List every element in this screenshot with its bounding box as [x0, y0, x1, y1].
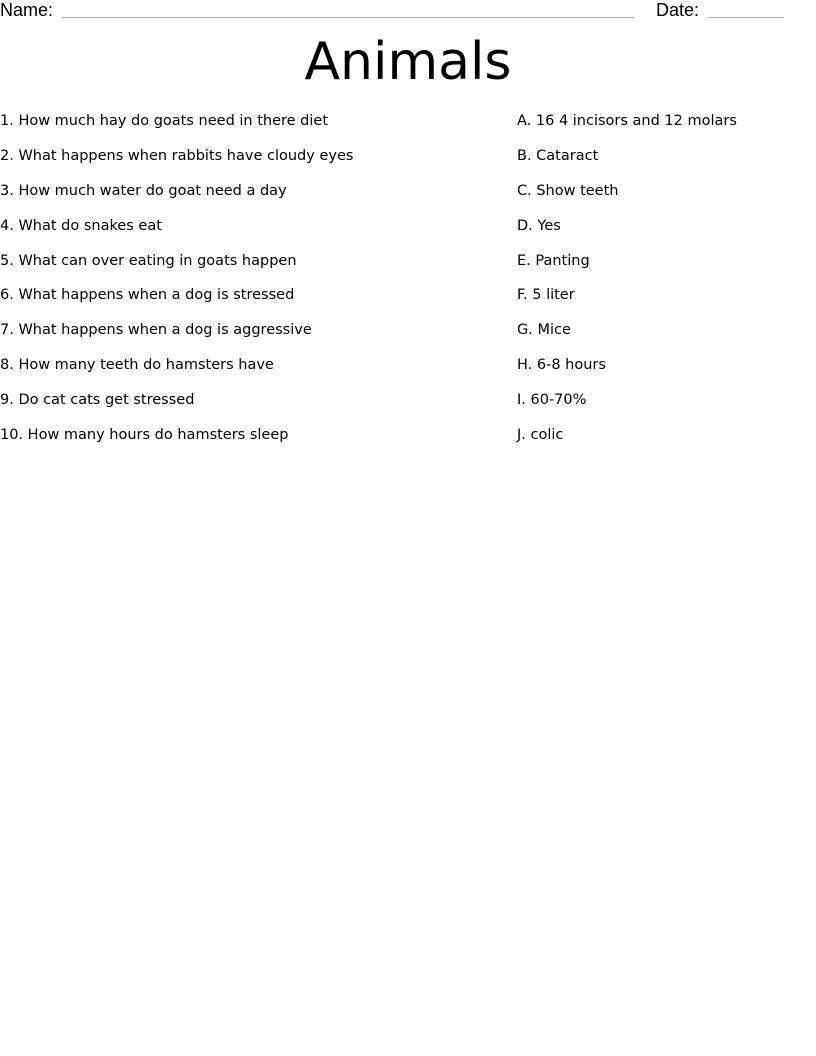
answer-item: I. 60-70%: [517, 392, 587, 409]
name-label: Name:: [0, 0, 54, 20]
answer-item: D. Yes: [517, 217, 561, 234]
date-label: Date:: [656, 0, 700, 20]
question-list: [0, 110, 500, 459]
question-item: 1. How much hay do goats need in there diet: [0, 113, 329, 129]
answer-item: C. Show teeth: [517, 182, 619, 199]
question-item: 7. What happens when a dog is aggressive: [0, 322, 312, 339]
question-item: 9. Do cat cats get stressed: [0, 392, 195, 409]
page-title: Animals: [304, 32, 512, 92]
question-item: 2. What happens when rabbits have cloudy eyes: [0, 147, 354, 164]
question-item: 8. How many teeth do hamsters have: [0, 357, 274, 374]
question-item: 10. How many hours do hamsters sleep: [0, 427, 289, 444]
answer-item: B. Cataract: [517, 147, 599, 164]
question-item: 6. What happens when a dog is stressed: [0, 287, 295, 304]
date-blank-line: [708, 17, 784, 18]
name-blank-line: [62, 17, 634, 18]
answer-item: A. 16 4 incisors and 12 molars: [517, 113, 737, 129]
worksheet-header: [0, 0, 816, 22]
answer-item: F. 5 liter: [517, 287, 575, 304]
answer-item: J. colic: [517, 427, 564, 444]
answer-list: [517, 110, 807, 459]
answer-item: H. 6-8 hours: [517, 357, 606, 374]
question-item: 4. What do snakes eat: [0, 217, 162, 234]
question-item: 5. What can over eating in goats happen: [0, 252, 297, 269]
question-item: 3. How much water do goat need a day: [0, 182, 287, 199]
answer-item: E. Panting: [517, 252, 590, 269]
answer-item: G. Mice: [517, 322, 571, 339]
